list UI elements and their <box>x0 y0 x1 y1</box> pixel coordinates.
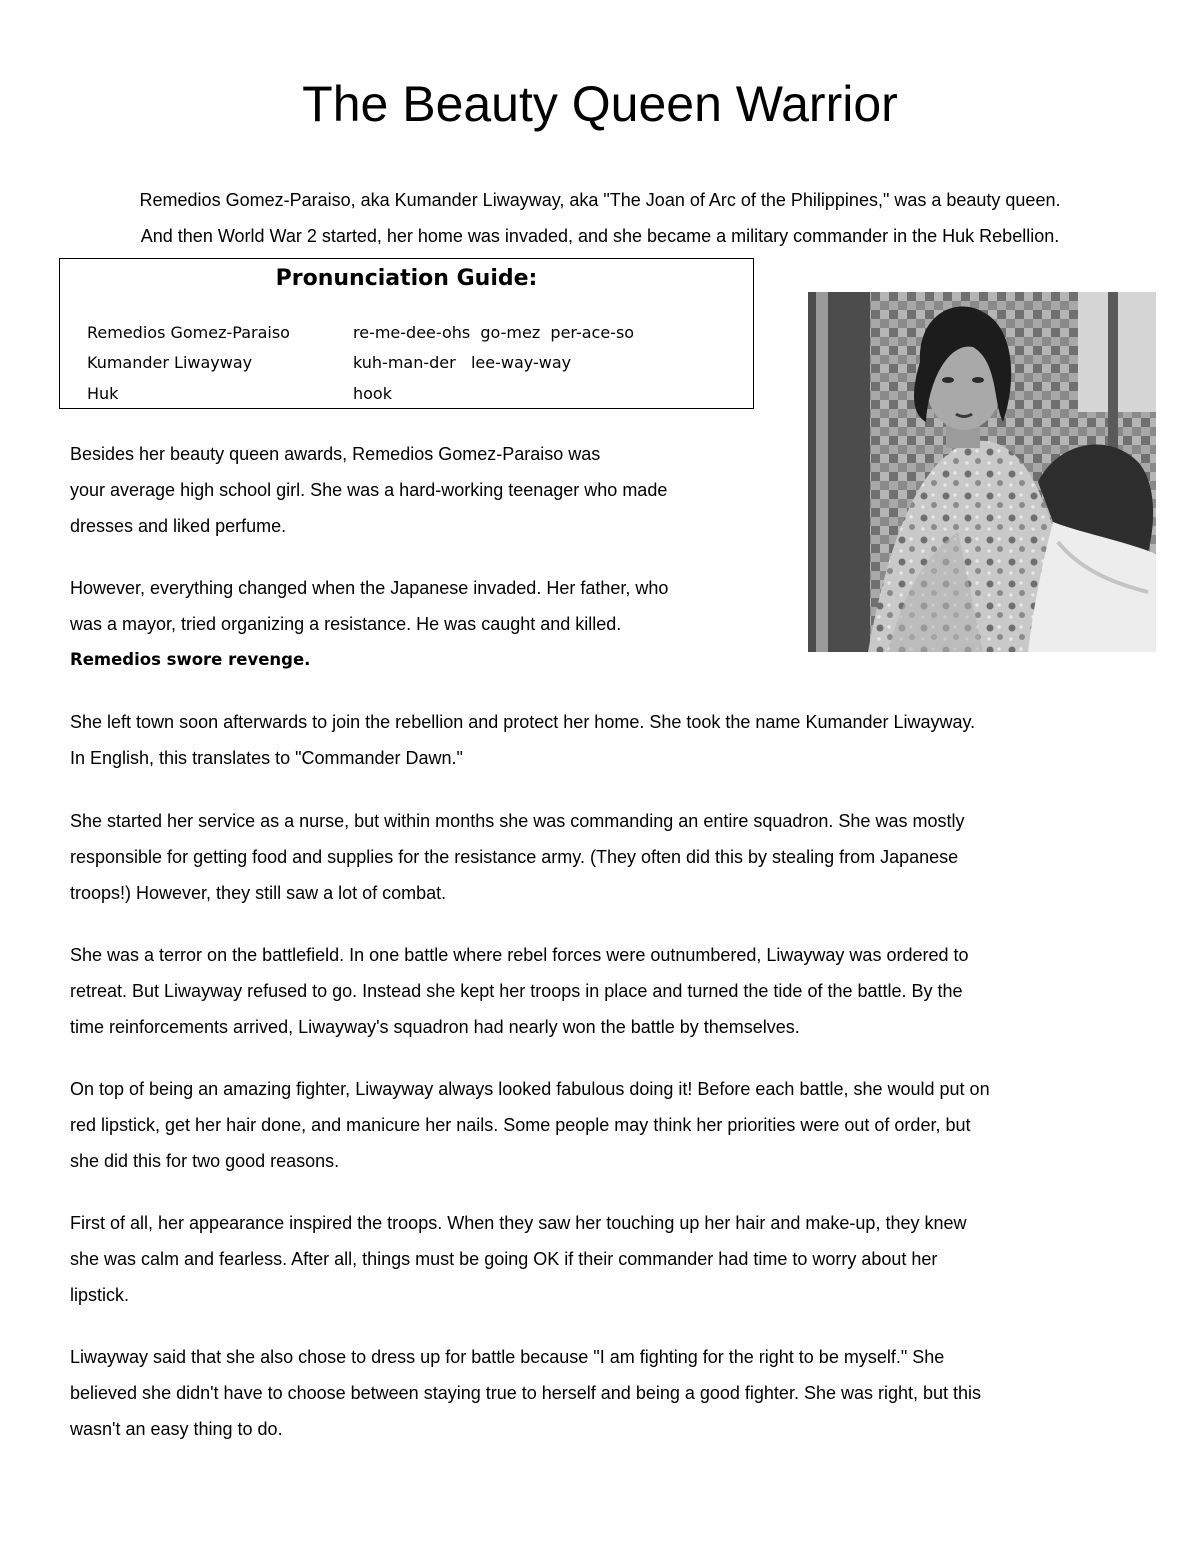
pronunciation-guide-box <box>59 258 754 409</box>
pronunciation-term: Kumander Liwayway <box>87 353 253 372</box>
text-line: time reinforcements arrived, Liwayway's squadron had nearly won the battle by themselves. <box>70 1017 800 1037</box>
text-line: First of all, her appearance inspired the troops. When they saw her touching up her hair and make-up, they knew <box>70 1213 967 1233</box>
paragraph <box>70 1205 1140 1313</box>
text-line: However, everything changed when the Japanese invaded. Her father, who <box>70 578 669 598</box>
pronunciation-value: kuh-man-der lee-way-way <box>353 353 572 372</box>
text-line: She left town soon afterwards to join the rebellion and protect her home. She took the name Kumander Liwayway. <box>70 712 976 732</box>
paragraph <box>70 1071 1140 1179</box>
paragraph <box>70 803 1140 911</box>
text-line: troops!) However, they still saw a lot of combat. <box>70 883 447 903</box>
intro-paragraph <box>40 182 1160 254</box>
text-line: responsible for getting food and supplies for the resistance army. (They often did this by stealing from Japanese <box>70 847 959 867</box>
text-line: lipstick. <box>70 1285 130 1305</box>
text-line: was a mayor, tried organizing a resistance. He was caught and killed. <box>70 614 622 634</box>
page-title: The Beauty Queen Warrior <box>302 76 898 132</box>
text-line: Liwayway said that she also chose to dress up for battle because "I am fighting for the right to be myself." She <box>70 1347 945 1367</box>
paragraph <box>70 436 770 544</box>
portrait-photo <box>808 292 1156 652</box>
text-line: She started her service as a nurse, but within months she was commanding an entire squadron. She was mostly <box>70 811 965 831</box>
text-line: believed she didn't have to choose between staying true to herself and being a good fighter. She was right, but this <box>70 1383 982 1403</box>
paragraph <box>70 937 1140 1045</box>
pronunciation-value: hook <box>353 384 392 403</box>
text-line: In English, this translates to "Commander Dawn." <box>70 748 463 768</box>
pronunciation-term: Remedios Gomez-Paraiso <box>87 323 290 342</box>
emphasis-line: Remedios swore revenge. <box>70 650 311 669</box>
pronunciation-guide-heading: Pronunciation Guide: <box>275 266 538 291</box>
text-line: wasn't an easy thing to do. <box>70 1419 283 1439</box>
paragraph <box>70 570 770 678</box>
text-line: retreat. But Liwayway refused to go. Instead she kept her troops in place and turned the tide of the battle. By the <box>70 981 963 1001</box>
intro-line: Remedios Gomez-Paraiso, aka Kumander Liwayway, aka "The Joan of Arc of the Philippines," was a beauty queen. <box>139 190 1061 210</box>
photograph-icon <box>808 292 1156 652</box>
text-line: She was a terror on the battlefield. In one battle where rebel forces were outnumbered, Liwayway was ordered to <box>70 945 969 965</box>
pronunciation-term: Huk <box>87 384 119 403</box>
paragraph <box>70 704 1140 776</box>
text-line: dresses and liked perfume. <box>70 516 287 536</box>
text-line: your average high school girl. She was a hard-working teenager who made <box>70 480 668 500</box>
text-line: she did this for two good reasons. <box>70 1151 340 1171</box>
text-line: Besides her beauty queen awards, Remedios Gomez-Paraiso was <box>70 444 601 464</box>
intro-line: And then World War 2 started, her home was invaded, and she became a military commander in the Huk Rebellion. <box>140 226 1060 246</box>
text-line: On top of being an amazing fighter, Liwayway always looked fabulous doing it! Before each battle, she would put on <box>70 1079 990 1099</box>
paragraph <box>70 1339 1140 1447</box>
text-line: she was calm and fearless. After all, things must be going OK if their commander had time to worry about her <box>70 1249 938 1269</box>
text-line: red lipstick, get her hair done, and manicure her nails. Some people may think her priorities were out of order, but <box>70 1115 971 1135</box>
pronunciation-value: re-me-dee-ohs go-mez per-ace-so <box>353 323 635 342</box>
